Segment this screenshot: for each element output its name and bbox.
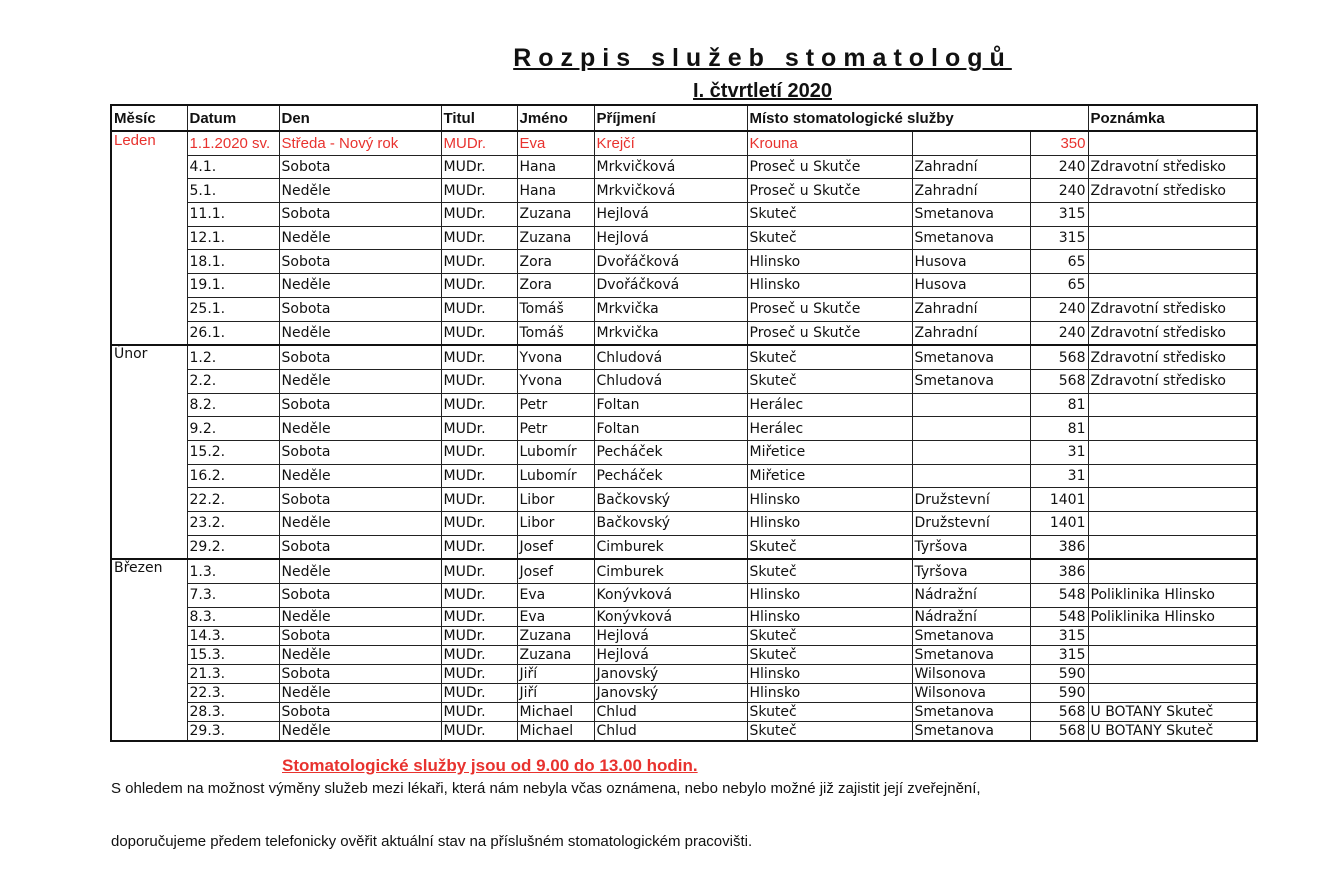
cell-cislo: 350 <box>1030 131 1088 155</box>
cell-cislo: 568 <box>1030 702 1088 721</box>
cell-titul: MUDr. <box>441 721 517 741</box>
cell-poznamka: Zdravotní středisko <box>1088 179 1257 203</box>
cell-datum: 15.2. <box>187 440 279 464</box>
table-row <box>111 297 1257 321</box>
cell-ulice: Smetanova <box>912 345 1030 369</box>
cell-den: Středa - Nový rok <box>279 131 441 155</box>
cell-titul: MUDr. <box>441 440 517 464</box>
cell-prijmeni: Hejlová <box>594 203 747 227</box>
cell-misto: Skuteč <box>747 369 912 393</box>
cell-jmeno: Josef <box>517 559 594 583</box>
note-line-1: S ohledem na možnost výměny služeb mezi lékaři, která nám nebyla včas oznámena, nebo nebylo možné již zajistit její zveřejnění, <box>111 780 981 797</box>
cell-titul: MUDr. <box>441 488 517 512</box>
cell-cislo: 315 <box>1030 626 1088 645</box>
cell-datum: 1.2. <box>187 345 279 369</box>
cell-prijmeni: Hejlová <box>594 626 747 645</box>
cell-jmeno: Michael <box>517 721 594 741</box>
cell-mesic: Únor <box>111 345 187 559</box>
page-title: Rozpis služeb stomatologů <box>513 44 1012 72</box>
cell-cislo: 240 <box>1030 297 1088 321</box>
cell-den: Sobota <box>279 535 441 559</box>
cell-cislo: 65 <box>1030 250 1088 274</box>
table-row <box>111 393 1257 417</box>
col-header-den: Den <box>279 105 441 131</box>
cell-jmeno: Yvona <box>517 345 594 369</box>
cell-prijmeni: Hejlová <box>594 226 747 250</box>
cell-poznamka <box>1088 683 1257 702</box>
table-row <box>111 131 1257 155</box>
cell-jmeno: Josef <box>517 535 594 559</box>
cell-cislo: 315 <box>1030 226 1088 250</box>
cell-prijmeni: Krejčí <box>594 131 747 155</box>
cell-datum: 18.1. <box>187 250 279 274</box>
cell-den: Neděle <box>279 512 441 536</box>
cell-datum: 8.2. <box>187 393 279 417</box>
cell-ulice: Nádražní <box>912 584 1030 608</box>
cell-den: Neděle <box>279 369 441 393</box>
cell-cislo: 31 <box>1030 440 1088 464</box>
cell-cislo: 240 <box>1030 155 1088 179</box>
cell-datum: 11.1. <box>187 203 279 227</box>
cell-poznamka: Zdravotní středisko <box>1088 321 1257 345</box>
cell-titul: MUDr. <box>441 345 517 369</box>
cell-datum: 19.1. <box>187 274 279 298</box>
cell-datum: 22.3. <box>187 683 279 702</box>
cell-titul: MUDr. <box>441 683 517 702</box>
cell-datum: 2.2. <box>187 369 279 393</box>
cell-den: Sobota <box>279 203 441 227</box>
cell-misto: Skuteč <box>747 645 912 664</box>
cell-datum: 23.2. <box>187 512 279 536</box>
cell-jmeno: Zuzana <box>517 226 594 250</box>
cell-titul: MUDr. <box>441 626 517 645</box>
cell-cislo: 1401 <box>1030 512 1088 536</box>
cell-misto: Hlinsko <box>747 512 912 536</box>
cell-titul: MUDr. <box>441 607 517 626</box>
cell-ulice: Družstevní <box>912 512 1030 536</box>
table-row <box>111 226 1257 250</box>
cell-den: Sobota <box>279 297 441 321</box>
cell-poznamka <box>1088 440 1257 464</box>
cell-prijmeni: Pecháček <box>594 464 747 488</box>
cell-titul: MUDr. <box>441 393 517 417</box>
cell-jmeno: Jiří <box>517 683 594 702</box>
cell-jmeno: Yvona <box>517 369 594 393</box>
table-row <box>111 512 1257 536</box>
cell-cislo: 590 <box>1030 664 1088 683</box>
cell-jmeno: Hana <box>517 155 594 179</box>
cell-titul: MUDr. <box>441 155 517 179</box>
cell-jmeno: Zora <box>517 250 594 274</box>
cell-poznamka <box>1088 488 1257 512</box>
cell-poznamka: Zdravotní středisko <box>1088 369 1257 393</box>
cell-den: Neděle <box>279 274 441 298</box>
cell-cislo: 81 <box>1030 417 1088 441</box>
cell-jmeno: Tomáš <box>517 321 594 345</box>
cell-poznamka <box>1088 203 1257 227</box>
cell-poznamka: Zdravotní středisko <box>1088 155 1257 179</box>
cell-cislo: 315 <box>1030 645 1088 664</box>
cell-prijmeni: Mrkvičková <box>594 179 747 203</box>
table-row <box>111 274 1257 298</box>
table-row <box>111 664 1257 683</box>
cell-prijmeni: Cimburek <box>594 559 747 583</box>
table-row <box>111 321 1257 345</box>
cell-cislo: 315 <box>1030 203 1088 227</box>
cell-poznamka <box>1088 464 1257 488</box>
cell-cislo: 568 <box>1030 721 1088 741</box>
cell-datum: 22.2. <box>187 488 279 512</box>
cell-jmeno: Zuzana <box>517 626 594 645</box>
col-header-titul: Titul <box>441 105 517 131</box>
table-row <box>111 250 1257 274</box>
cell-titul: MUDr. <box>441 702 517 721</box>
cell-jmeno: Petr <box>517 417 594 441</box>
cell-poznamka <box>1088 664 1257 683</box>
cell-datum: 7.3. <box>187 584 279 608</box>
cell-misto: Miřetice <box>747 464 912 488</box>
cell-ulice: Nádražní <box>912 607 1030 626</box>
cell-datum: 12.1. <box>187 226 279 250</box>
cell-titul: MUDr. <box>441 464 517 488</box>
cell-cislo: 1401 <box>1030 488 1088 512</box>
cell-datum: 29.3. <box>187 721 279 741</box>
cell-den: Neděle <box>279 226 441 250</box>
cell-misto: Skuteč <box>747 535 912 559</box>
cell-poznamka: Zdravotní středisko <box>1088 345 1257 369</box>
cell-misto: Hlinsko <box>747 607 912 626</box>
cell-misto: Herálec <box>747 393 912 417</box>
cell-prijmeni: Bačkovský <box>594 512 747 536</box>
cell-cislo: 548 <box>1030 607 1088 626</box>
cell-datum: 26.1. <box>187 321 279 345</box>
cell-cislo: 31 <box>1030 464 1088 488</box>
hours-note: Stomatologické služby jsou od 9.00 do 13.00 hodin. <box>282 756 698 775</box>
cell-titul: MUDr. <box>441 250 517 274</box>
cell-jmeno: Eva <box>517 131 594 155</box>
cell-prijmeni: Chlud <box>594 721 747 741</box>
cell-prijmeni: Dvořáčková <box>594 250 747 274</box>
cell-prijmeni: Bačkovský <box>594 488 747 512</box>
cell-prijmeni: Mrkvička <box>594 297 747 321</box>
cell-titul: MUDr. <box>441 664 517 683</box>
cell-ulice: Družstevní <box>912 488 1030 512</box>
table-row <box>111 584 1257 608</box>
cell-misto: Skuteč <box>747 203 912 227</box>
cell-mesic: Leden <box>111 131 187 345</box>
cell-misto: Herálec <box>747 417 912 441</box>
cell-jmeno: Lubomír <box>517 464 594 488</box>
table-row <box>111 345 1257 369</box>
cell-den: Sobota <box>279 345 441 369</box>
table-row <box>111 488 1257 512</box>
cell-poznamka: Poliklinika Hlinsko <box>1088 584 1257 608</box>
cell-prijmeni: Chludová <box>594 345 747 369</box>
cell-titul: MUDr. <box>441 226 517 250</box>
cell-datum: 1.3. <box>187 559 279 583</box>
cell-den: Neděle <box>279 179 441 203</box>
cell-den: Sobota <box>279 393 441 417</box>
table-row <box>111 702 1257 721</box>
cell-cislo: 568 <box>1030 369 1088 393</box>
cell-ulice: Zahradní <box>912 321 1030 345</box>
cell-cislo: 240 <box>1030 321 1088 345</box>
cell-prijmeni: Janovský <box>594 683 747 702</box>
cell-titul: MUDr. <box>441 417 517 441</box>
cell-den: Neděle <box>279 559 441 583</box>
cell-jmeno: Jiří <box>517 664 594 683</box>
cell-jmeno: Eva <box>517 584 594 608</box>
cell-cislo: 386 <box>1030 559 1088 583</box>
cell-poznamka: U BOTANY Skuteč <box>1088 702 1257 721</box>
cell-titul: MUDr. <box>441 179 517 203</box>
cell-den: Neděle <box>279 645 441 664</box>
cell-misto: Skuteč <box>747 226 912 250</box>
cell-datum: 1.1.2020 sv. <box>187 131 279 155</box>
cell-misto: Hlinsko <box>747 664 912 683</box>
cell-misto: Skuteč <box>747 626 912 645</box>
cell-ulice: Smetanova <box>912 626 1030 645</box>
cell-den: Sobota <box>279 664 441 683</box>
cell-prijmeni: Chludová <box>594 369 747 393</box>
cell-ulice: Tyršova <box>912 535 1030 559</box>
cell-prijmeni: Foltan <box>594 417 747 441</box>
cell-ulice: Smetanova <box>912 645 1030 664</box>
cell-jmeno: Michael <box>517 702 594 721</box>
cell-den: Sobota <box>279 440 441 464</box>
cell-den: Neděle <box>279 721 441 741</box>
col-header-prijmeni: Příjmení <box>594 105 747 131</box>
cell-prijmeni: Janovský <box>594 664 747 683</box>
cell-poznamka <box>1088 131 1257 155</box>
cell-datum: 9.2. <box>187 417 279 441</box>
cell-titul: MUDr. <box>441 584 517 608</box>
cell-ulice <box>912 440 1030 464</box>
cell-den: Neděle <box>279 417 441 441</box>
cell-ulice: Husova <box>912 274 1030 298</box>
cell-datum: 25.1. <box>187 297 279 321</box>
cell-den: Neděle <box>279 607 441 626</box>
cell-cislo: 240 <box>1030 179 1088 203</box>
cell-cislo: 81 <box>1030 393 1088 417</box>
note-line-2: doporučujeme předem telefonicky ověřit aktuální stav na příslušném stomatologickém pracovišti. <box>111 833 753 850</box>
cell-ulice: Husova <box>912 250 1030 274</box>
col-header-poznamka: Poznámka <box>1088 105 1257 131</box>
cell-jmeno: Hana <box>517 179 594 203</box>
table-row <box>111 464 1257 488</box>
cell-ulice: Smetanova <box>912 702 1030 721</box>
cell-jmeno: Libor <box>517 512 594 536</box>
cell-misto: Hlinsko <box>747 274 912 298</box>
cell-cislo: 590 <box>1030 683 1088 702</box>
table-row <box>111 440 1257 464</box>
cell-poznamka <box>1088 559 1257 583</box>
cell-ulice <box>912 393 1030 417</box>
cell-ulice: Tyršova <box>912 559 1030 583</box>
cell-den: Sobota <box>279 626 441 645</box>
cell-datum: 4.1. <box>187 155 279 179</box>
cell-den: Sobota <box>279 702 441 721</box>
table-body <box>111 131 1257 741</box>
cell-ulice: Smetanova <box>912 203 1030 227</box>
cell-misto: Skuteč <box>747 702 912 721</box>
cell-datum: 28.3. <box>187 702 279 721</box>
cell-jmeno: Zuzana <box>517 645 594 664</box>
cell-poznamka <box>1088 417 1257 441</box>
cell-prijmeni: Hejlová <box>594 645 747 664</box>
cell-ulice: Wilsonova <box>912 683 1030 702</box>
cell-misto: Skuteč <box>747 345 912 369</box>
table-row <box>111 683 1257 702</box>
cell-misto: Hlinsko <box>747 488 912 512</box>
cell-titul: MUDr. <box>441 512 517 536</box>
cell-ulice: Zahradní <box>912 179 1030 203</box>
page-subtitle: I. čtvrtletí 2020 <box>693 80 832 102</box>
cell-prijmeni: Pecháček <box>594 440 747 464</box>
cell-titul: MUDr. <box>441 559 517 583</box>
table-header-row <box>111 105 1257 131</box>
cell-titul: MUDr. <box>441 645 517 664</box>
cell-den: Neděle <box>279 321 441 345</box>
cell-ulice: Smetanova <box>912 369 1030 393</box>
cell-prijmeni: Konývková <box>594 584 747 608</box>
cell-prijmeni: Dvořáčková <box>594 274 747 298</box>
table-row <box>111 155 1257 179</box>
cell-poznamka: Poliklinika Hlinsko <box>1088 607 1257 626</box>
cell-den: Neděle <box>279 464 441 488</box>
cell-prijmeni: Chlud <box>594 702 747 721</box>
cell-den: Sobota <box>279 250 441 274</box>
cell-cislo: 65 <box>1030 274 1088 298</box>
cell-poznamka <box>1088 645 1257 664</box>
cell-poznamka: Zdravotní středisko <box>1088 297 1257 321</box>
cell-jmeno: Petr <box>517 393 594 417</box>
col-header-jmeno: Jméno <box>517 105 594 131</box>
cell-misto: Hlinsko <box>747 584 912 608</box>
cell-ulice: Zahradní <box>912 297 1030 321</box>
table-row <box>111 417 1257 441</box>
cell-ulice <box>912 417 1030 441</box>
cell-misto: Skuteč <box>747 721 912 741</box>
col-header-mesic: Měsíc <box>111 105 187 131</box>
cell-den: Sobota <box>279 584 441 608</box>
cell-jmeno: Zora <box>517 274 594 298</box>
cell-ulice: Smetanova <box>912 721 1030 741</box>
cell-titul: MUDr. <box>441 274 517 298</box>
cell-datum: 5.1. <box>187 179 279 203</box>
cell-misto: Proseč u Skutče <box>747 155 912 179</box>
table-row <box>111 626 1257 645</box>
col-header-datum: Datum <box>187 105 279 131</box>
cell-prijmeni: Konývková <box>594 607 747 626</box>
cell-ulice: Wilsonova <box>912 664 1030 683</box>
cell-misto: Proseč u Skutče <box>747 297 912 321</box>
cell-cislo: 548 <box>1030 584 1088 608</box>
cell-titul: MUDr. <box>441 131 517 155</box>
cell-titul: MUDr. <box>441 203 517 227</box>
cell-misto: Skuteč <box>747 559 912 583</box>
cell-datum: 16.2. <box>187 464 279 488</box>
cell-misto: Proseč u Skutče <box>747 321 912 345</box>
cell-jmeno: Zuzana <box>517 203 594 227</box>
table-row <box>111 721 1257 741</box>
cell-prijmeni: Cimburek <box>594 535 747 559</box>
cell-titul: MUDr. <box>441 321 517 345</box>
cell-poznamka <box>1088 226 1257 250</box>
cell-cislo: 386 <box>1030 535 1088 559</box>
table-row <box>111 559 1257 583</box>
cell-prijmeni: Mrkvička <box>594 321 747 345</box>
cell-jmeno: Lubomír <box>517 440 594 464</box>
cell-cislo: 568 <box>1030 345 1088 369</box>
cell-jmeno: Tomáš <box>517 297 594 321</box>
cell-ulice: Smetanova <box>912 226 1030 250</box>
cell-poznamka <box>1088 250 1257 274</box>
cell-den: Sobota <box>279 155 441 179</box>
cell-misto: Hlinsko <box>747 683 912 702</box>
cell-ulice <box>912 464 1030 488</box>
cell-misto: Hlinsko <box>747 250 912 274</box>
cell-jmeno: Eva <box>517 607 594 626</box>
cell-poznamka <box>1088 512 1257 536</box>
cell-jmeno: Libor <box>517 488 594 512</box>
cell-misto: Miřetice <box>747 440 912 464</box>
schedule-table <box>110 104 1258 742</box>
cell-misto: Proseč u Skutče <box>747 179 912 203</box>
cell-datum: 29.2. <box>187 535 279 559</box>
cell-mesic: Březen <box>111 559 187 740</box>
table-row <box>111 607 1257 626</box>
table-row <box>111 535 1257 559</box>
cell-poznamka <box>1088 626 1257 645</box>
cell-datum: 8.3. <box>187 607 279 626</box>
cell-datum: 15.3. <box>187 645 279 664</box>
cell-poznamka <box>1088 535 1257 559</box>
cell-titul: MUDr. <box>441 369 517 393</box>
col-header-misto: Místo stomatologické služby <box>747 105 1088 131</box>
table-row <box>111 369 1257 393</box>
table-row <box>111 203 1257 227</box>
cell-datum: 14.3. <box>187 626 279 645</box>
cell-poznamka <box>1088 274 1257 298</box>
cell-poznamka <box>1088 393 1257 417</box>
cell-ulice <box>912 131 1030 155</box>
cell-prijmeni: Mrkvičková <box>594 155 747 179</box>
table-row <box>111 645 1257 664</box>
cell-titul: MUDr. <box>441 535 517 559</box>
cell-poznamka: U BOTANY Skuteč <box>1088 721 1257 741</box>
cell-den: Neděle <box>279 683 441 702</box>
cell-prijmeni: Foltan <box>594 393 747 417</box>
table-row <box>111 179 1257 203</box>
cell-misto: Krouna <box>747 131 912 155</box>
cell-datum: 21.3. <box>187 664 279 683</box>
cell-den: Sobota <box>279 488 441 512</box>
cell-titul: MUDr. <box>441 297 517 321</box>
cell-ulice: Zahradní <box>912 155 1030 179</box>
